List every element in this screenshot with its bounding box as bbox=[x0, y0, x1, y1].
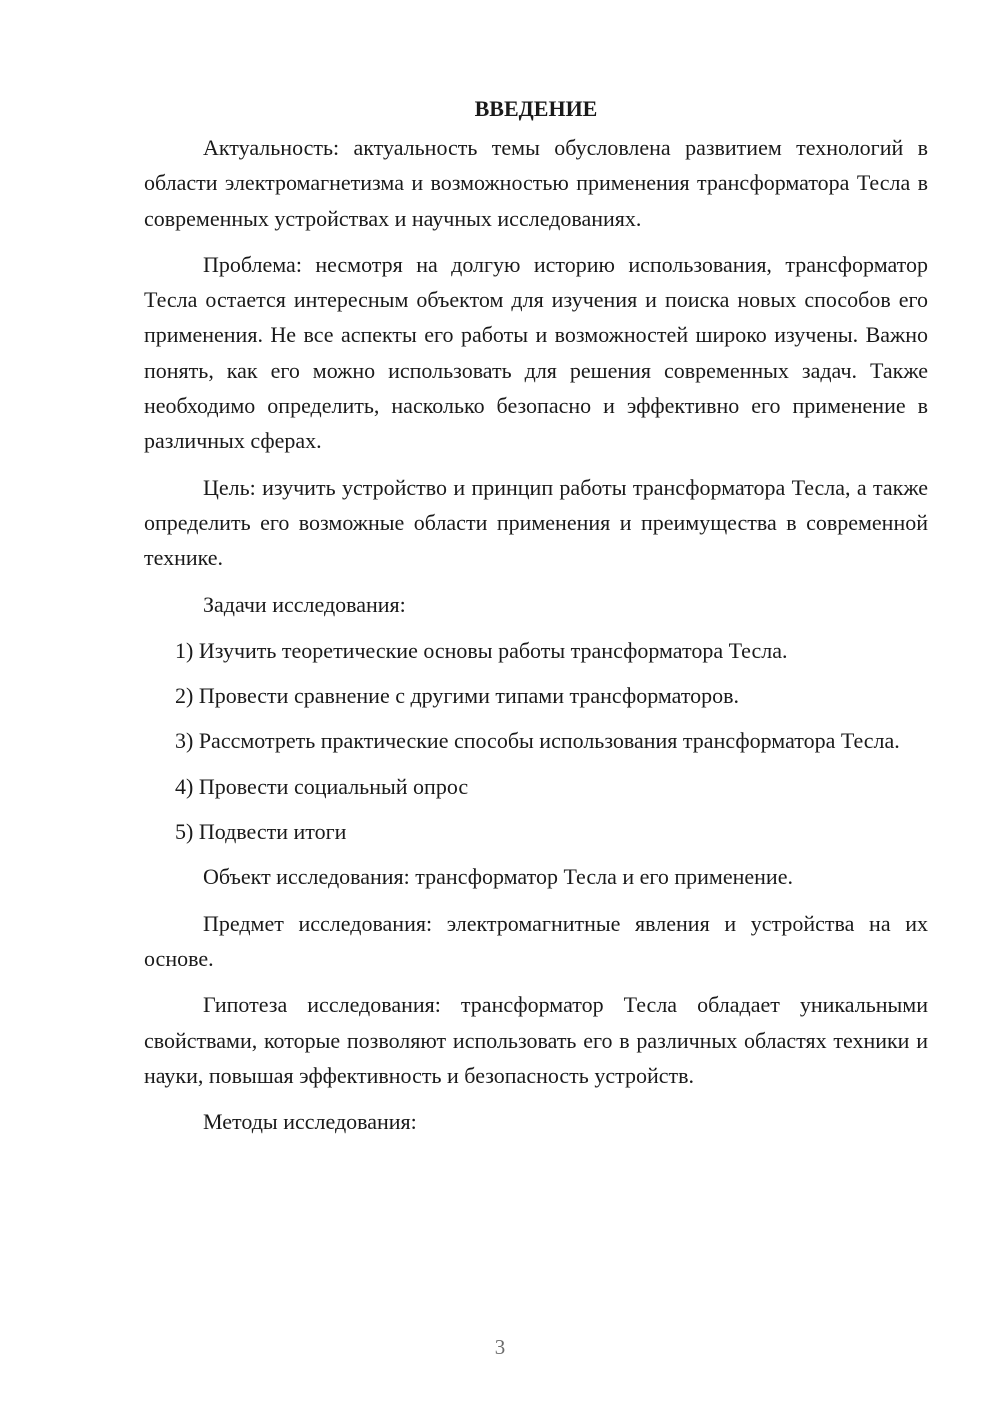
problem-paragraph: Проблема: несмотря на долгую историю использования, трансформатор Тесла остается интересным объектом для изучения и поиска новых способов его применения. Не все аспекты его работы и возможностей широко изучены. Важно понять, как его можно использовать для решения современных задач. Также необходимо определить, насколько безопасно и эффективно его применение в различных сферах. bbox=[144, 251, 928, 454]
task-item-5: 5) Подвести итоги bbox=[175, 819, 347, 845]
document-page bbox=[144, 92, 928, 1150]
hypothesis-paragraph: Гипотеза исследования: трансформатор Тесла обладает уникальными свойствами, которые позволяют использовать его в различных областях техники и науки, повышая эффективность и безопасность устройств. bbox=[144, 992, 928, 1088]
subject-paragraph: Предмет исследования: электромагнитные явления и устройства на их основе. bbox=[144, 910, 928, 971]
task-item-2: 2) Провести сравнение с другими типами трансформаторов. bbox=[175, 683, 740, 709]
page-number: 3 bbox=[494, 1335, 506, 1359]
relevance-paragraph: Актуальность: актуальность темы обусловлена развитием технологий в области электромагнетизма и возможностью применения трансформатора Тесла в современных устройствах и научных исследованиях. bbox=[144, 135, 928, 231]
task-item-1: 1) Изучить теоретические основы работы трансформатора Тесла. bbox=[175, 637, 788, 663]
section-heading: ВВЕДЕНИЕ bbox=[474, 96, 598, 121]
task-item-4: 4) Провести социальный опрос bbox=[175, 773, 469, 799]
tasks-label: Задачи исследования: bbox=[203, 591, 406, 617]
object-paragraph: Объект исследования: трансформатор Тесла и его применение. bbox=[203, 864, 793, 890]
methods-label: Методы исследования: bbox=[203, 1109, 417, 1135]
goal-paragraph: Цель: изучить устройство и принцип работы трансформатора Тесла, а также определить его возможные области применения и преимущества в современной технике. bbox=[144, 474, 928, 571]
task-item-3: 3) Рассмотреть практические способы использования трансформатора Тесла. bbox=[175, 728, 900, 754]
